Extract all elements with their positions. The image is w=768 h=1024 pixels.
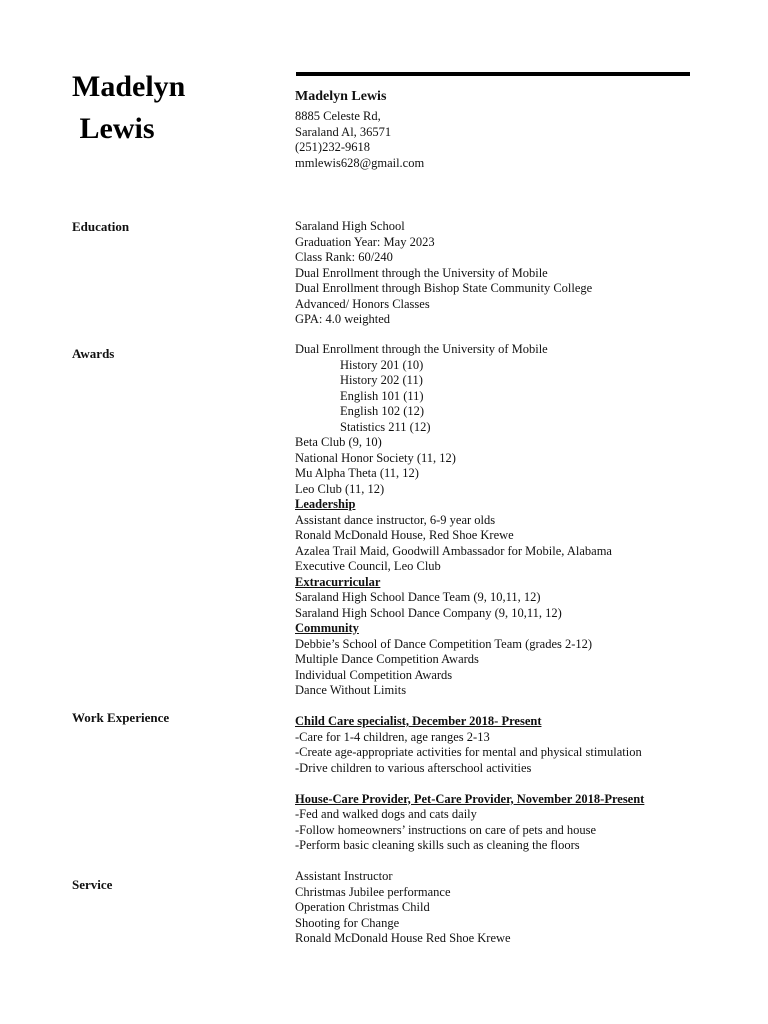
leadership-item: Executive Council, Leo Club <box>295 559 441 573</box>
work-experience-label: Work Experience <box>72 710 170 725</box>
community-item: Dance Without Limits <box>295 683 407 697</box>
leadership-item: Azalea Trail Maid, Goodwill Ambassador for Mobile, Alabama <box>295 543 612 558</box>
course-item: English 102 (12) <box>340 404 425 418</box>
first-name: Madelyn <box>72 70 186 103</box>
awards-intro: Dual Enrollment through the University of Mobile <box>295 342 548 356</box>
service-item: Assistant Instructor <box>295 869 393 883</box>
service-item: Operation Christmas Child <box>295 900 430 914</box>
course-item: Statistics 211 (12) <box>340 419 431 434</box>
work-experience-body <box>295 714 644 854</box>
community-item: Debbie’s School of Dance Competition Team (grades 2-12) <box>295 636 593 651</box>
leadership-item: Assistant dance instructor, 6-9 year olds <box>295 512 496 527</box>
job-duty: -Drive children to various afterschool activities <box>295 760 532 775</box>
education-line: Dual Enrollment through the University of Mobile <box>295 265 548 280</box>
education-line: Dual Enrollment through Bishop State Community College <box>295 281 593 295</box>
contact-name: Madelyn Lewis <box>295 89 387 104</box>
community-item: Multiple Dance Competition Awards <box>295 652 479 666</box>
honor-item: Leo Club (11, 12) <box>295 481 385 496</box>
community-heading: Community <box>295 621 359 635</box>
education-body <box>295 219 592 328</box>
service-item: Christmas Jubilee performance <box>295 884 451 899</box>
honor-item: Beta Club (9, 10) <box>295 435 382 449</box>
job-title: House-Care Provider, Pet-Care Provider, November 2018-Present <box>295 791 645 806</box>
job-duty: -Fed and walked dogs and cats daily <box>295 807 477 821</box>
job-duty: -Follow homeowners’ instructions on care of pets and house <box>295 822 597 837</box>
contact-block <box>295 87 424 171</box>
honor-item: National Honor Society (11, 12) <box>295 450 456 465</box>
extracurricular-item: Saraland High School Dance Company (9, 10,11, 12) <box>295 605 562 620</box>
course-item: History 201 (10) <box>340 357 424 372</box>
service-item: Ronald McDonald House Red Shoe Krewe <box>295 931 511 945</box>
community-item: Individual Competition Awards <box>295 667 453 682</box>
job-title: Child Care specialist, December 2018- Present <box>295 714 542 728</box>
service-item: Shooting for Change <box>295 915 400 930</box>
email-address: mmlewis628@gmail.com <box>295 155 425 170</box>
education-line: Saraland High School <box>295 219 405 233</box>
course-item: English 101 (11) <box>340 388 424 403</box>
last-name: Lewis <box>72 112 155 145</box>
service-label: Service <box>72 877 113 892</box>
education-line: Advanced/ Honors Classes <box>295 296 430 311</box>
service-body <box>295 869 511 947</box>
education-label: Education <box>72 219 130 234</box>
awards-body <box>295 342 612 699</box>
job-duty: -Create age-appropriate activities for mental and physical stimulation <box>295 745 642 759</box>
education-line: Graduation Year: May 2023 <box>295 234 435 249</box>
address-line-1: 8885 Celeste Rd, <box>295 109 381 123</box>
education-line: GPA: 4.0 weighted <box>295 312 391 326</box>
job-duty: -Perform basic cleaning skills such as cleaning the floors <box>295 838 580 852</box>
resume-large-name <box>72 66 185 150</box>
job-duty: -Care for 1-4 children, age ranges 2-13 <box>295 729 490 744</box>
address-line-2: Saraland Al, 36571 <box>295 124 392 139</box>
leadership-item: Ronald McDonald House, Red Shoe Krewe <box>295 528 514 542</box>
honor-item: Mu Alpha Theta (11, 12) <box>295 466 419 480</box>
extracurricular-item: Saraland High School Dance Team (9, 10,11, 12) <box>295 590 541 604</box>
leadership-heading: Leadership <box>295 497 356 511</box>
extracurricular-heading: Extracurricular <box>295 574 381 589</box>
header-rule <box>296 72 690 76</box>
awards-label: Awards <box>72 346 115 361</box>
phone-number: (251)232-9618 <box>295 140 370 154</box>
education-line: Class Rank: 60/240 <box>295 250 393 264</box>
course-item: History 202 (11) <box>340 373 423 387</box>
